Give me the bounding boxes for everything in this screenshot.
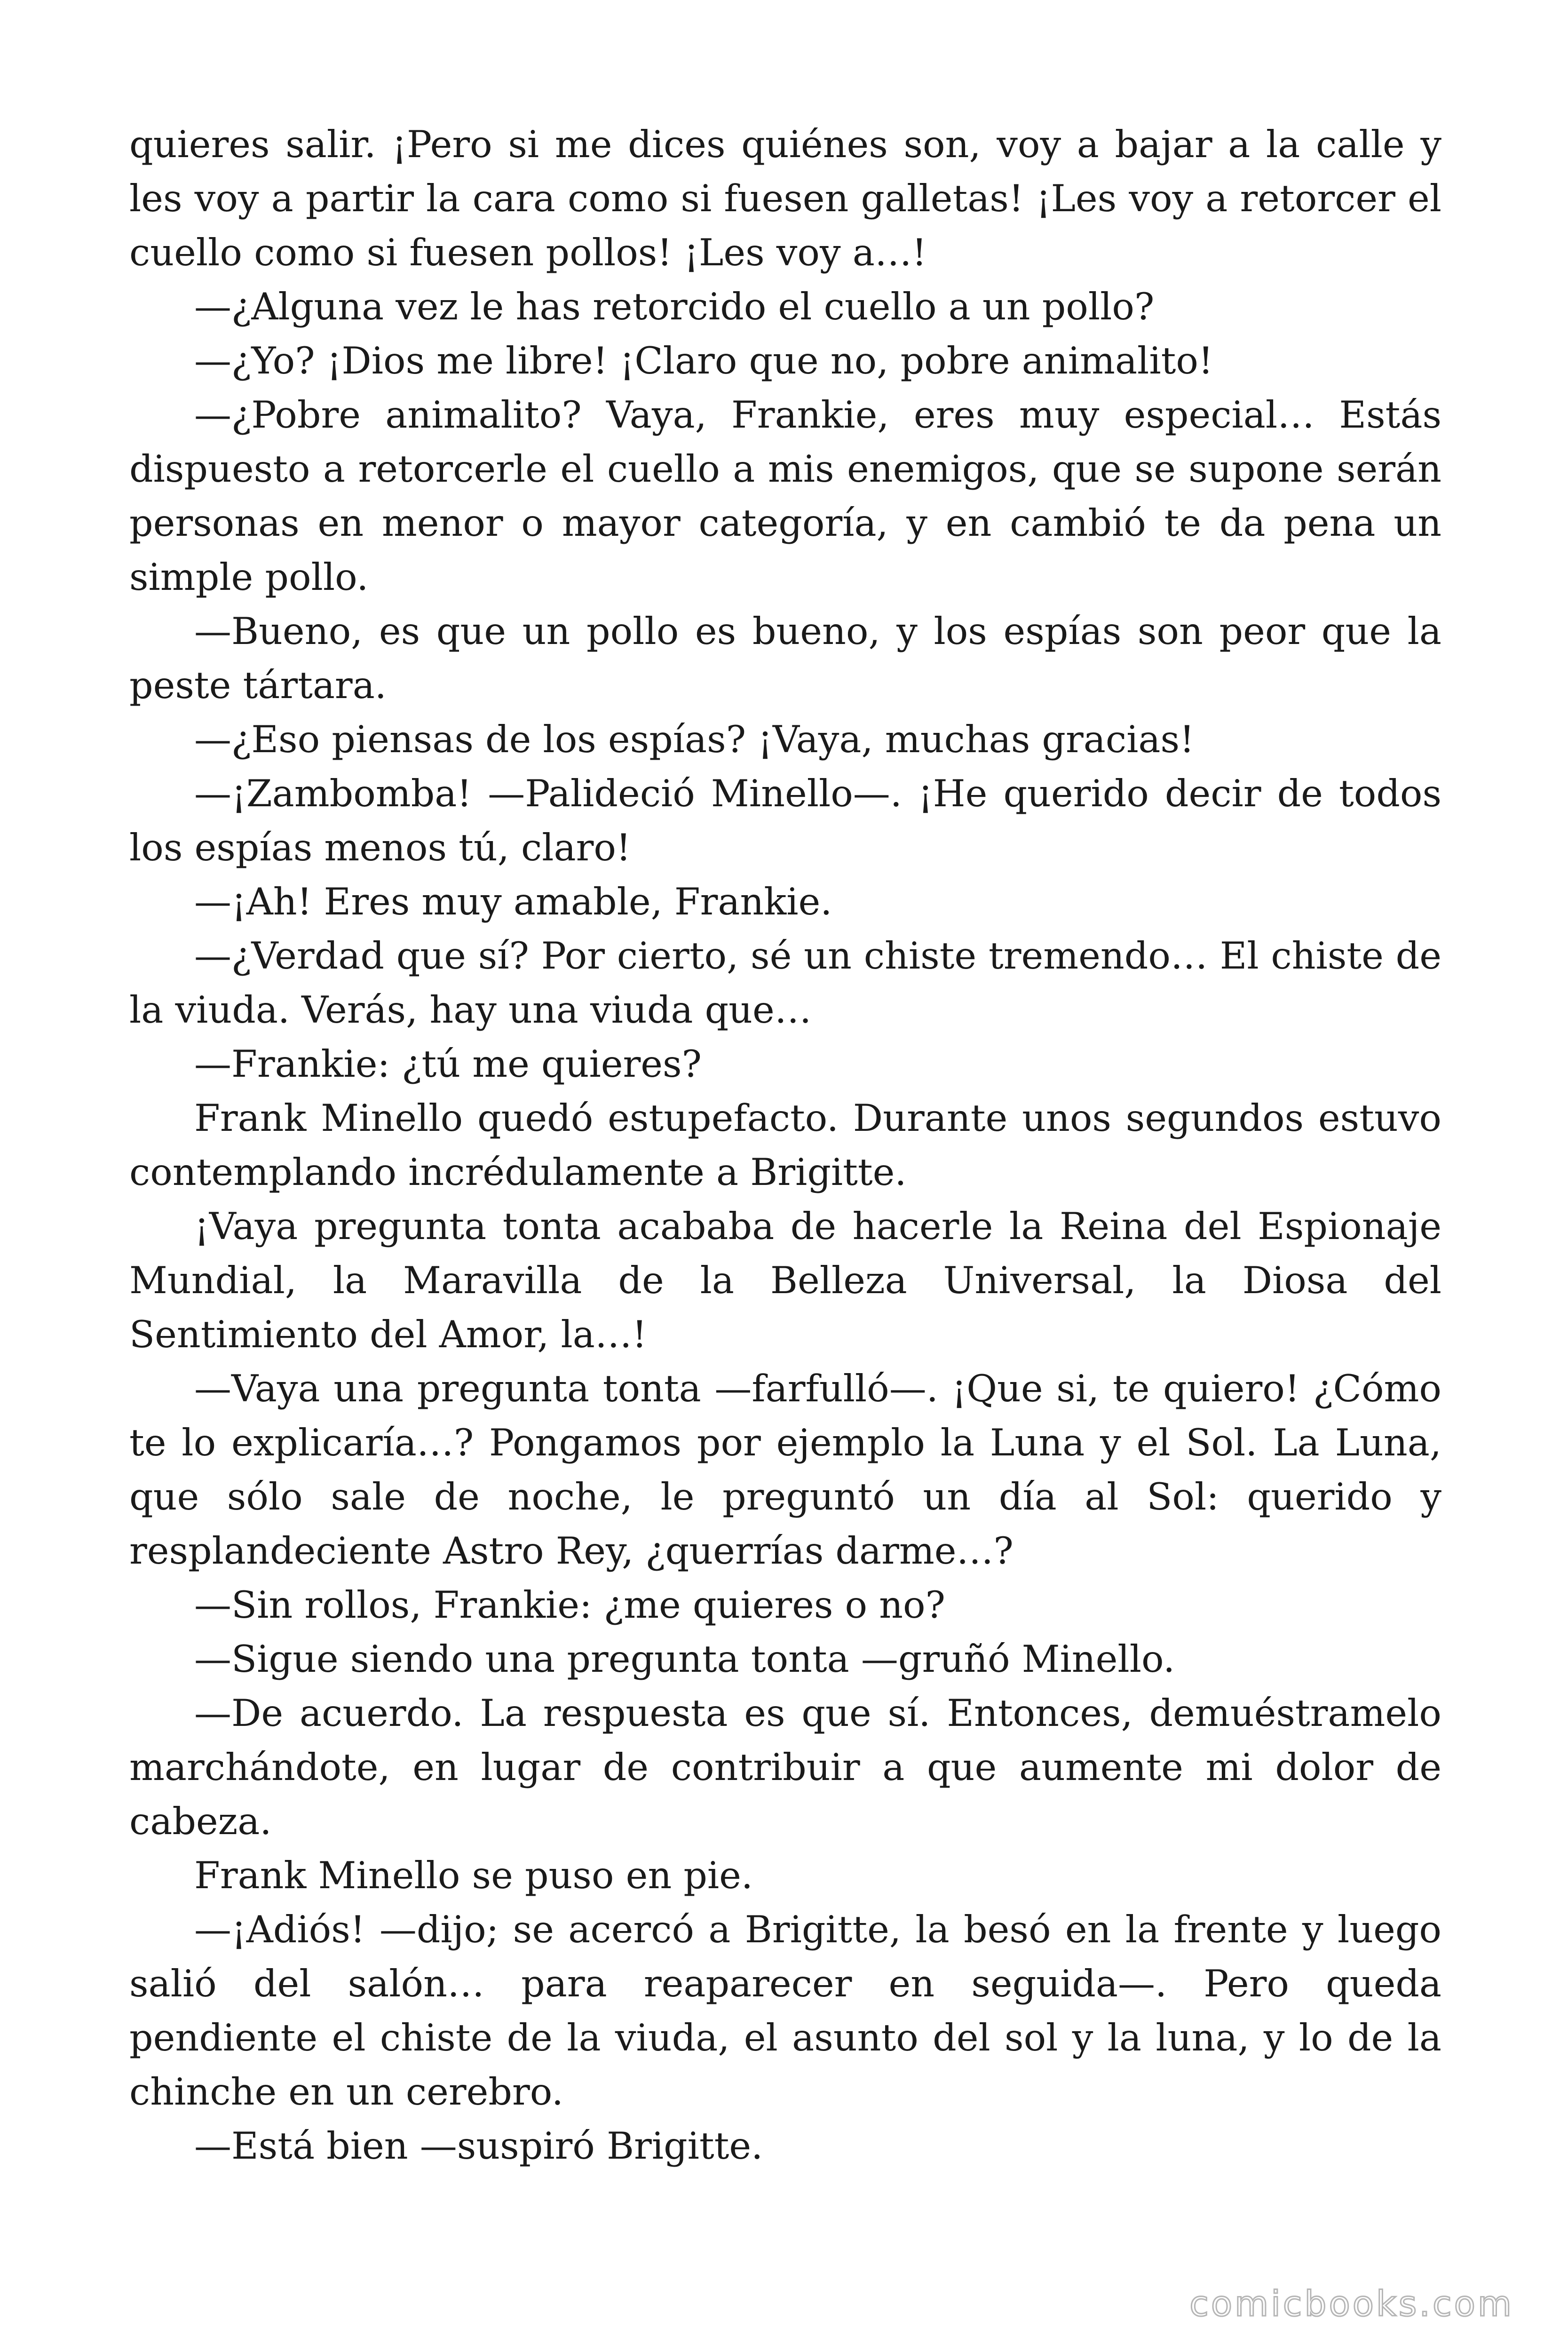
body-text: [129, 118, 1441, 2173]
paragraph: —¿Verdad que sí? Por cierto, sé un chiste tremendo… El chiste de la viuda. Verás, hay una viuda que…: [129, 934, 1441, 1032]
watermark: comicbooks.com: [1189, 2284, 1514, 2324]
paragraph: —Vaya una pregunta tonta —farfulló—. ¡Que si, te quiero! ¿Cómo te lo explicaría…? Pongamos por ejemplo la Luna y el Sol. La Luna, que sólo sale de noche, le preguntó un día al Sol: querido y resplandeciente Astro Rey, ¿querrías darme…?: [129, 1367, 1441, 1573]
paragraph: —¿Pobre animalito? Vaya, Frankie, eres muy especial… Estás dispuesto a retorcerle el cuello a mis enemigos, que se supone serán personas en menor o mayor categoría, y en cambió te da pena un simple pollo.: [129, 393, 1441, 599]
paragraph: ¡Vaya pregunta tonta acababa de hacerle la Reina del Espionaje Mundial, la Maravilla de la Belleza Universal, la Diosa del Sentimiento del Amor, la…!: [129, 1205, 1441, 1356]
paragraph: —¡Ah! Eres muy amable, Frankie.: [194, 880, 832, 923]
paragraph: —Sigue siendo una pregunta tonta —gruñó Minello.: [194, 1637, 1175, 1681]
paragraph: Frank Minello se puso en pie.: [194, 1854, 753, 1897]
paragraph: —¿Alguna vez le has retorcido el cuello a un pollo?: [194, 285, 1155, 328]
paragraph: —Está bien —suspiró Brigitte.: [194, 2124, 763, 2168]
paragraph: —Bueno, es que un pollo es bueno, y los espías son peor que la peste tártara.: [129, 610, 1441, 707]
paragraph: quieres salir. ¡Pero si me dices quiénes son, voy a bajar a la calle y les voy a partir la cara como si fuesen galletas! ¡Les voy a retorcer el cuello como si fuesen pollos! ¡Les voy a…!: [129, 123, 1441, 274]
paragraph: —De acuerdo. La respuesta es que sí. Entonces, demuéstramelo marchándote, en lugar de contribuir a que aumente mi dolor de cabeza.: [129, 1692, 1441, 1843]
paragraph: —¿Eso piensas de los espías? ¡Vaya, muchas gracias!: [194, 718, 1195, 761]
paragraph: —Frankie: ¿tú me quieres?: [194, 1042, 702, 1086]
paragraph: —Sin rollos, Frankie: ¿me quieres o no?: [194, 1583, 945, 1627]
paragraph: Frank Minello quedó estupefacto. Durante unos segundos estuvo contemplando incrédulamente a Brigitte.: [129, 1097, 1441, 1194]
paragraph: —¡Adiós! —dijo; se acercó a Brigitte, la besó en la frente y luego salió del salón… para reaparecer en seguida—. Pero queda pendiente el chiste de la viuda, el asunto del sol y la luna, y lo de la chinche en un cerebro.: [129, 1908, 1441, 2114]
paragraph: —¡Zambomba! —Palideció Minello—. ¡He querido decir de todos los espías menos tú, claro!: [129, 772, 1441, 869]
paragraph: —¿Yo? ¡Dios me libre! ¡Claro que no, pobre animalito!: [194, 339, 1213, 382]
